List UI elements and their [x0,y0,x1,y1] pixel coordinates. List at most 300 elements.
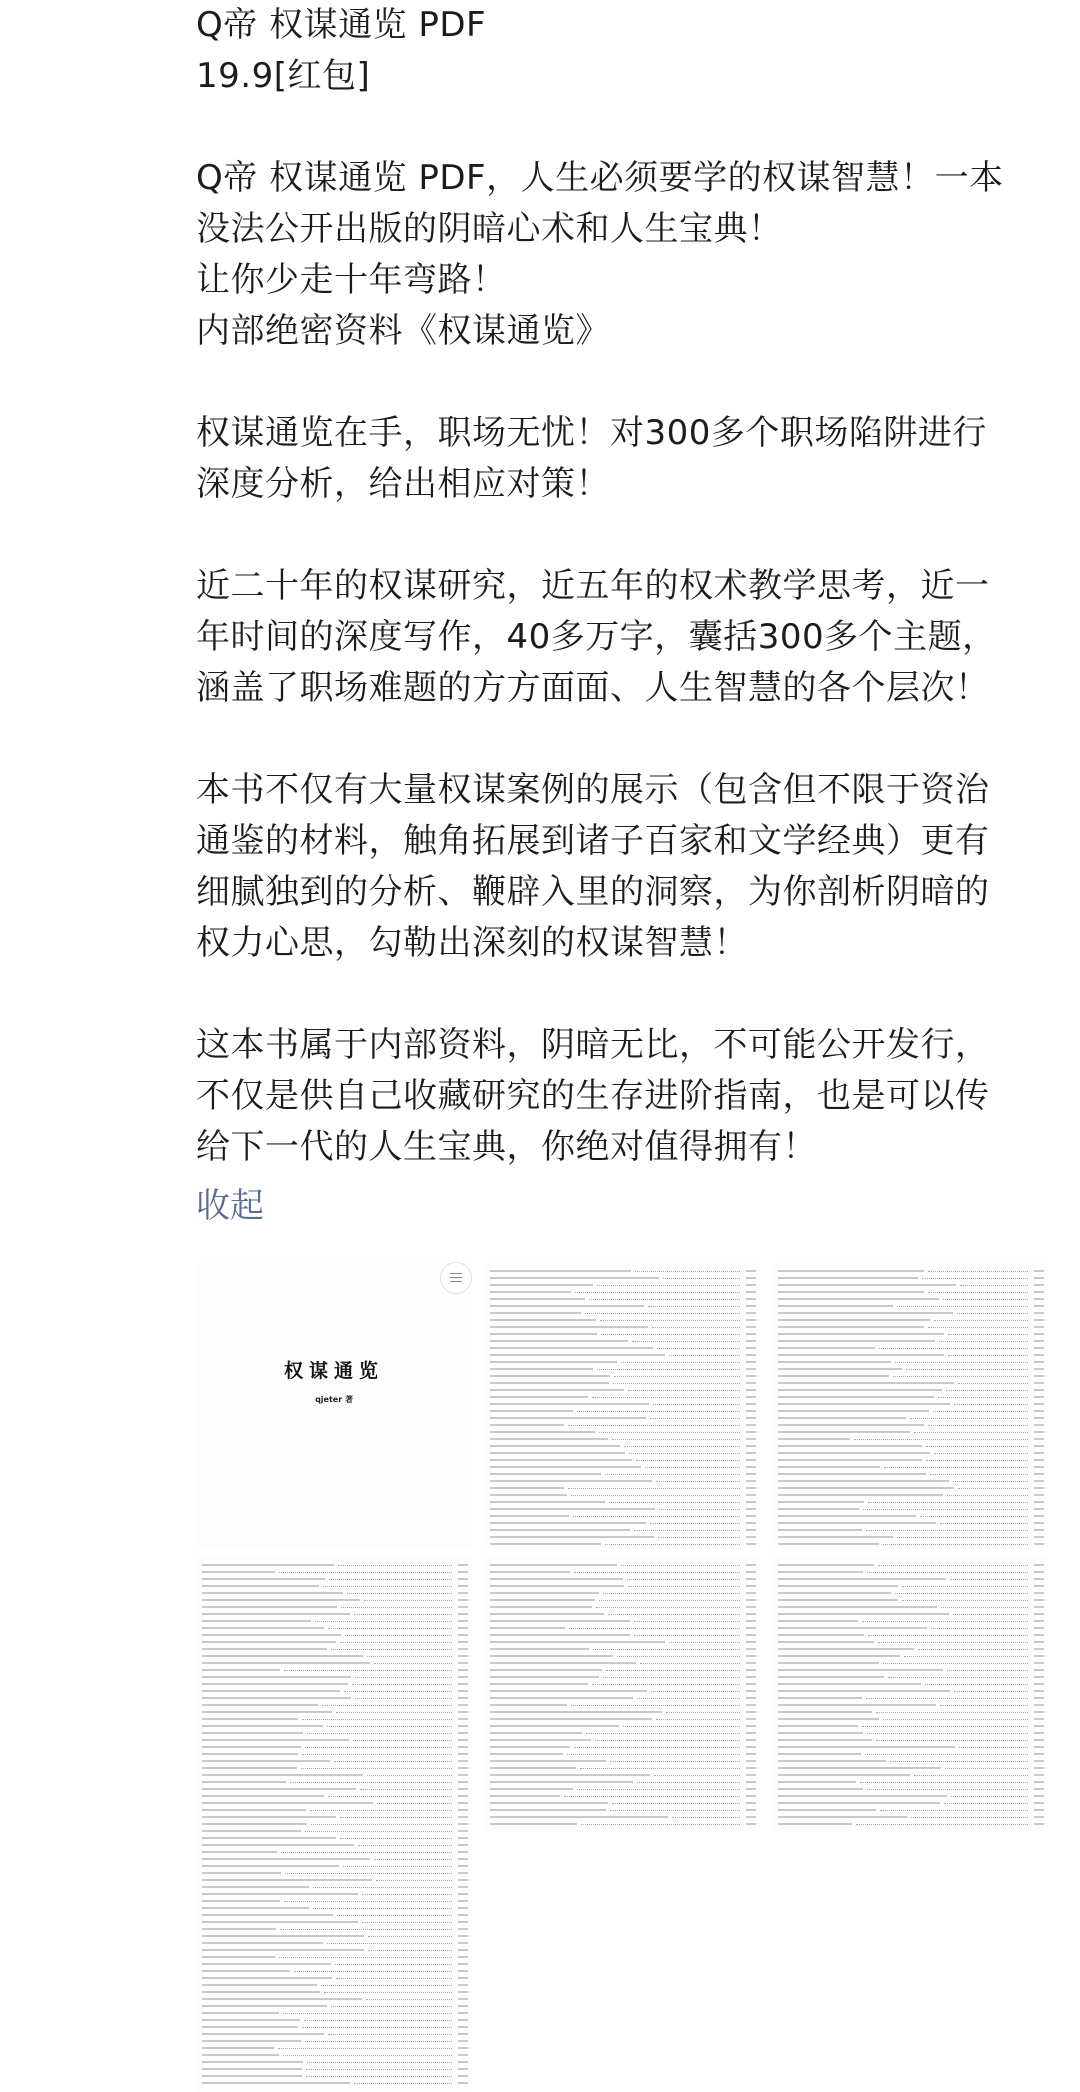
toc-entry-leader [897,1537,1028,1539]
toc-entry-page [746,1368,756,1370]
toc-entry-leader [938,1397,1028,1399]
toc-entry-text [490,1452,625,1454]
toc-entry-text [490,1746,570,1748]
toc-entry-page [458,1571,468,1573]
toc-entry-page [1034,1753,1044,1755]
toc-entry-leader [577,1789,740,1791]
toc-entry-leader [315,1621,452,1623]
toc-entry-leader [603,1677,740,1679]
toc-entry-page [746,1592,756,1594]
image-thumbnail-toc-3[interactable] [196,1556,472,2092]
toc-entry-leader [328,1628,452,1630]
toc-entry-text [778,1347,875,1349]
toc-entry-text [490,1641,665,1643]
toc-entry-leader [953,1614,1028,1616]
post [196,0,1046,1232]
toc-entry-text [490,1522,646,1524]
toc-entry-leader [934,1320,1028,1322]
toc-entry-text [202,1809,306,1811]
toc-entry-leader [354,2083,452,2085]
toc-entry-text [202,1914,333,1916]
toc-entry-page [1034,1375,1044,1377]
toc-entry-text [202,1585,319,1587]
toc-entry-page [458,1872,468,1874]
toc-entry-leader [880,1810,1028,1812]
toc-entry-text [490,1389,624,1391]
toc-entry-text [202,1634,341,1636]
toc-entry-leader [866,1530,1028,1532]
toc-entry-leader [568,1425,740,1427]
toc-entry-text [490,1774,650,1776]
toc-entry-leader [658,1537,740,1539]
toc-entry-text [490,1438,608,1440]
toc-entry-text [202,1977,332,1979]
toc-entry-text [202,1970,290,1972]
toc-entry-text [778,1620,858,1622]
toc-entry-page [746,1438,756,1440]
toc-entry-page [1034,1277,1044,1279]
toc-entry-page [458,1949,468,1951]
toc-entry-text [202,1984,317,1986]
toc-entry-page [1034,1690,1044,1692]
toc-entry-text [202,1606,337,1608]
toc-entry-text [778,1298,939,1300]
toc-entry-text [490,1676,599,1678]
post-line: Q帝 权谋通览 PDF [196,5,487,45]
toc-entry-text [490,1403,649,1405]
toc-entry-leader [324,1992,452,1994]
toc-entry-text [202,1893,358,1895]
image-thumbnail-cover[interactable] [196,1262,472,1548]
toc-entry-text [490,1529,630,1531]
toc-entry-text [490,1809,606,1811]
toc-entry-leader [294,1971,452,1973]
toc-entry-text [202,2061,303,2063]
toc-entry-leader [888,1677,1028,1679]
toc-entry-leader [920,1516,1028,1518]
toc-entry-page [746,1361,756,1363]
image-thumbnail-toc-5[interactable] [772,1556,1048,1832]
toc-entry-leader [865,1754,1028,1756]
toc-entry-leader [637,1782,740,1784]
toc-entry-leader [571,1495,740,1497]
toc-entry-page [746,1480,756,1482]
toc-entry-page [1034,1711,1044,1713]
toc-entry-text [490,1382,609,1384]
toc-entry-leader [612,1803,740,1805]
toc-entry-page [458,2068,468,2070]
toc-entry-text [778,1333,944,1335]
toc-entry-leader [867,1572,1028,1574]
toc-entry-leader [586,1733,740,1735]
image-thumbnail-toc-2[interactable] [772,1262,1048,1548]
toc-entry-page [746,1599,756,1601]
toc-entry-text [202,1662,370,1664]
toc-entry-page [1034,1571,1044,1573]
toc-entry-page [1034,1592,1044,1594]
toc-entry-page [746,1627,756,1629]
toc-entry-leader [279,1957,452,1959]
toc-entry-text [778,1284,956,1286]
toc-entry-page [746,1606,756,1608]
paragraph-gap [196,969,1046,1020]
toc-entry-text [490,1620,630,1622]
toc-entry-text [778,1571,863,1573]
toc-entry-text [202,2075,302,2077]
toc-entry-text [778,1788,863,1790]
toc-entry-text [490,1515,569,1517]
toc-entry-leader [933,1411,1028,1413]
toc-entry-page [458,1641,468,1643]
toc-entry-leader [928,1327,1028,1329]
toc-entry-text [490,1599,595,1601]
toc-entry-text [490,1536,654,1538]
toc-entry-page [458,2047,468,2049]
toc-entry-leader [367,1775,452,1777]
toc-entry-leader [328,1796,452,1798]
toc-entry-page [1034,1578,1044,1580]
toc-entry-page [458,1977,468,1979]
toc-entry-page [1034,1648,1044,1650]
toc-entry-page [458,2012,468,2014]
toc-entry-text [202,1900,280,1902]
toc-entry-leader [854,1439,1028,1441]
toc-entry-page [1034,1319,1044,1321]
toc-entry-text [202,1592,343,1594]
toc-entry-page [1034,1424,1044,1426]
toc-entry-text [490,1732,582,1734]
toc-entry-leader [310,1810,452,1812]
toc-entry-text [778,1396,934,1398]
toc-entry-page [458,1816,468,1818]
toc-entry-page [458,1613,468,1615]
toc-entry-leader [284,1901,452,1903]
toc-entry-leader [632,1341,740,1343]
toc-entry-leader [931,1628,1028,1630]
toc-entry-text [490,1585,624,1587]
toc-entry-leader [603,1593,740,1595]
toc-entry-leader [856,1824,1028,1826]
toc-entry-page [458,1879,468,1881]
toc-entry-text [778,1431,910,1433]
toc-entry-text [778,1662,879,1664]
toc-entry-text [490,1347,653,1349]
toc-entry-leader [568,1488,740,1490]
toc-entry-text [778,1382,954,1384]
toc-entry-page [458,1935,468,1937]
toc-entry-text [202,1697,351,1699]
paragraph-gap [196,714,1046,765]
toc-entry-leader [654,1775,740,1777]
toc-entry-leader [306,2069,452,2071]
post-line: 深度分析，给出相应对策！ [196,464,610,504]
toc-entry-text [490,1816,668,1818]
toc-entry-page [1034,1270,1044,1272]
toc-entry-page [1034,1431,1044,1433]
toc-entry-text [778,1543,879,1545]
toc-entry-text [202,1935,364,1937]
toc-entry-text [778,1809,876,1811]
toc-entry-text [202,1725,323,1727]
toc-entry-page [458,2005,468,2007]
toc-entry-leader [605,1474,740,1476]
toc-entry-page [1034,1718,1044,1720]
toc-entry-page [1034,1599,1044,1601]
toc-entry-text [778,1753,861,1755]
toc-entry-leader [645,1467,740,1469]
toc-entry-page [458,1627,468,1629]
toc-entry-text [202,1620,311,1622]
toc-entry-leader [608,1614,740,1616]
toc-entry-page [746,1347,756,1349]
toc-entry-leader [940,1705,1028,1707]
toc-entry-page [458,1662,468,1664]
toc-entry-leader [878,1565,1028,1567]
toc-entry-text [778,1697,862,1699]
toc-entry-text [778,1354,944,1356]
toc-entry-page [1034,1725,1044,1727]
toc-entry-leader [635,1271,740,1273]
toc-entry-text [490,1795,560,1797]
toc-entry-leader [922,1278,1028,1280]
toc-entry-text [202,1599,360,1601]
toc-entry-page [1034,1697,1044,1699]
collapse-link[interactable]: 收起 [196,1186,264,1226]
toc-entry-page [746,1375,756,1377]
toc-entry-text [490,1417,646,1419]
toc-entry-text [490,1305,644,1307]
toc-entry-page [458,1984,468,1986]
toc-entry-page [746,1487,756,1489]
toc-entry-text [490,1788,573,1790]
toc-entry-leader [628,1586,740,1588]
toc-entry-leader [327,1726,452,1728]
toc-entry-leader [624,1446,740,1448]
toc-entry-text [778,1683,921,1685]
toc-entry-page [458,1683,468,1685]
toc-entry-text [778,1655,900,1657]
toc-entry-leader [617,1656,740,1658]
toc-entry-page [458,1739,468,1741]
paragraph-gap [196,102,1046,153]
toc-entry-page [1034,1529,1044,1531]
post-line: 通鉴的材料，触角拓展到诸子百家和文学经典）更有 [196,821,990,861]
toc-entry-leader [634,1530,740,1532]
toc-entry-page [1034,1620,1044,1622]
toc-entry-text [490,1543,601,1545]
toc-entry-page [458,1956,468,1958]
toc-entry-text [490,1361,617,1363]
toc-entry-leader [947,1670,1028,1672]
toc-entry-page [746,1284,756,1286]
toc-entry-leader [347,1593,452,1595]
toc-entry-leader [338,1565,452,1567]
post-line: 涵盖了职场难题的方方面面、人生智慧的各个层次！ [196,668,990,708]
toc-entry-page [458,1788,468,1790]
toc-entry-text [778,1578,946,1580]
toc-entry-page [746,1333,756,1335]
toc-entry-page [1034,1774,1044,1776]
toc-entry-leader [879,1348,1028,1350]
toc-entry-text [202,1823,307,1825]
toc-entry-leader [364,1600,452,1602]
toc-entry-text [778,1452,930,1454]
toc-entry-page [746,1669,756,1671]
toc-entry-leader [336,1712,452,1714]
toc-entry-page [1034,1487,1044,1489]
toc-entry-leader [926,1460,1028,1462]
toc-entry-text [202,1564,334,1566]
toc-entry-leader [958,1383,1028,1385]
toc-entry-page [746,1641,756,1643]
toc-entry-page [746,1403,756,1405]
toc-entry-leader [368,1936,452,1938]
toc-entry-text [778,1515,916,1517]
toc-entry-page [458,1732,468,1734]
toc-entry-text [202,2019,300,2021]
toc-entry-leader [954,1404,1028,1406]
toc-entry-text [202,1746,301,1748]
toc-entry-text [490,1487,564,1489]
toc-entry-leader [862,1726,1028,1728]
toc-entry-page [746,1620,756,1622]
toc-entry-text [490,1459,632,1461]
toc-entry-page [746,1725,756,1727]
toc-entry-text [490,1564,617,1566]
toc-entry-text [778,1319,930,1321]
toc-entry-leader [340,1817,452,1819]
toc-entry-text [202,1613,350,1615]
toc-entry-page [1034,1816,1044,1818]
toc-entry-text [778,1606,937,1608]
toc-entry-text [490,1655,613,1657]
toc-entry-leader [621,1362,740,1364]
toc-entry-page [458,1928,468,1930]
toc-entry-page [458,2019,468,2021]
toc-entry-page [746,1508,756,1510]
toc-entry-page [746,1739,756,1741]
toc-entry-page [1034,1291,1044,1293]
toc-entry-page [458,1970,468,1972]
toc-entry-leader [634,1621,740,1623]
toc-entry-page [746,1690,756,1692]
toc-entry-leader [941,1607,1028,1609]
toc-entry-page [458,1711,468,1713]
post-line: 近二十年的权谋研究，近五年的权术教学思考，近一 [196,566,990,606]
toc-entry-text [778,1774,910,1776]
toc-entry-page [1034,1669,1044,1671]
image-thumbnail-toc-1[interactable] [484,1262,760,1548]
toc-entry-leader [893,1376,1028,1378]
toc-entry-page [1034,1634,1044,1636]
toc-entry-leader [612,1439,740,1441]
toc-entry-leader [305,1831,452,1833]
toc-entry-leader [574,1747,740,1749]
toc-entry-page [1034,1445,1044,1447]
toc-entry-text [202,1690,340,1692]
toc-entry-page [458,1606,468,1608]
toc-entry-text [778,1704,936,1706]
toc-entry-leader [360,1789,452,1791]
toc-entry-leader [650,1523,740,1525]
toc-entry-page [1034,1368,1044,1370]
toc-entry-page [1034,1340,1044,1342]
toc-entry-page [746,1760,756,1762]
toc-entry-text [778,1711,872,1713]
menu-icon[interactable] [440,1262,472,1294]
post-line: Q帝 权谋通览 PDF，人生必须要学的权谋智慧！一本 [196,158,1004,198]
toc-entry-text [778,1480,949,1482]
toc-entry-text [202,1921,358,1923]
toc-entry-page [1034,1494,1044,1496]
toc-entry-text [778,1564,874,1566]
toc-entry-text [202,1795,324,1797]
toc-entry-page [1034,1298,1044,1300]
toc-entry-page [458,1669,468,1671]
toc-entry-page [1034,1333,1044,1335]
toc-entry-leader [669,1355,740,1357]
toc-entry-leader [669,1642,740,1644]
toc-entry-page [746,1816,756,1818]
toc-entry-leader [958,1488,1028,1490]
toc-entry-page [458,1921,468,1923]
toc-entry-text [778,1802,940,1804]
toc-entry-leader [653,1404,740,1406]
toc-entry-leader [366,1999,452,2001]
toc-entry-leader [574,1572,740,1574]
toc-entry-text [778,1389,942,1391]
toc-entry-page [458,1676,468,1678]
toc-entry-leader [904,1656,1028,1658]
toc-entry-page [746,1823,756,1825]
toc-entry-page [746,1431,756,1433]
toc-entry-leader [362,1922,452,1924]
toc-entry-page [1034,1361,1044,1363]
toc-entry-text [202,1704,318,1706]
toc-entry-page [458,1942,468,1944]
toc-entry-leader [960,1285,1028,1287]
image-thumbnail-toc-4[interactable] [484,1556,760,1832]
toc-entry-page [1034,1683,1044,1685]
toc-entry-text [202,1991,320,1993]
toc-entry-page [1034,1543,1044,1545]
toc-entry-leader [640,1663,740,1665]
toc-entry-text [490,1445,620,1447]
toc-entry-text [490,1711,662,1713]
toc-entry-page [458,1620,468,1622]
toc-entry-leader [925,1684,1028,1686]
toc-entry-leader [951,1796,1028,1798]
toc-entry-page [746,1613,756,1615]
toc-entry-page [1034,1788,1044,1790]
toc-entry-text [490,1284,593,1286]
toc-entry-page [746,1424,756,1426]
toc-entry-text [490,1354,665,1356]
toc-entry-text [490,1781,633,1783]
toc-entry-text [778,1487,954,1489]
toc-entry-leader [575,1292,740,1294]
toc-entry-text [202,1998,362,2000]
toc-entry-leader [340,1642,452,1644]
toc-entry-text [778,1669,943,1671]
toc-entry-page [458,1774,468,1776]
toc-entry-text [490,1508,655,1510]
toc-entry-text [202,1830,301,1832]
toc-entry-text [490,1431,595,1433]
toc-entry-page [1034,1354,1044,1356]
toc-entry-page [458,1865,468,1867]
toc-entry-text [202,1802,373,1804]
